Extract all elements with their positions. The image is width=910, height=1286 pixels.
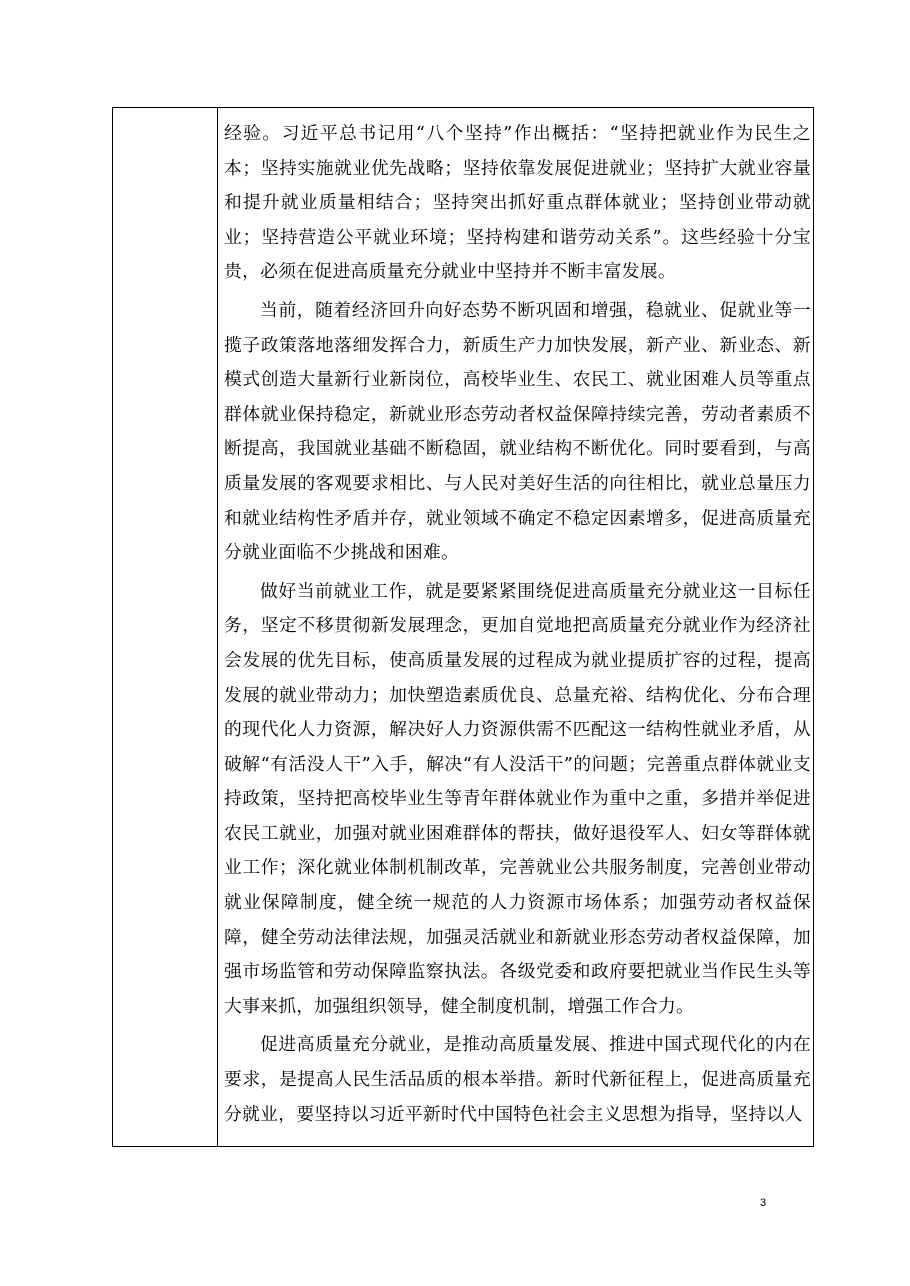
paragraph-full-employment: 促进高质量充分就业，是推动高质量发展、推进中国式现代化的内在要求，是提高人民生活品质的根本举措。新时代新征程上，促进高质量充分就业，要坚持以习近平新时代中国特色社会主义思想为指导，坚持以人 — [224, 1034, 811, 1125]
paragraph-continuation: 经验。习近平总书记用“八个坚持”作出概括：“坚持把就业作为民生之本；坚持实施就业优先战略；坚持依靠发展促进就业；坚持扩大就业容量和提升就业质量相结合；坚持突出抓好重点群体就业；坚持创业带动就业；坚持营造公平就业环境；坚持构建和谐劳动关系”。这些经验十分宝贵，必须在促进高质量充分就业中坚持并不断丰富发展。 — [224, 123, 811, 283]
table-left-column — [113, 108, 218, 1146]
page-number: 3 — [760, 1197, 767, 1209]
paragraph-current-situation: 当前，随着经济回升向好态势不断巩固和增强，稳就业、促就业等一揽子政策落地落细发挥合力，新质生产力加快发展，新产业、新业态、新模式创造大量新行业新岗位，高校毕业生、农民工、就业困难人员等重点群体就业保持稳定，新就业形态劳动者权益保障持续完善，劳动者素质不断提高，我国就业基础不断稳固，就业结构不断优化。同时要看到，与高质量发展的客观要求相比、与人民对美好生活的向往相比，就业总量压力和就业结构性矛盾并存，就业领域不确定不稳定因素增多，促进高质量充分就业面临不少挑战和困难。 — [224, 299, 811, 564]
document-table — [112, 107, 814, 1147]
paragraph-employment-work: 做好当前就业工作，就是要紧紧围绕促进高质量充分就业这一目标任务，坚定不移贯彻新发展理念，更加自觉地把高质量充分就业作为经济社会发展的优先目标，使高质量发展的过程成为就业提质扩容的过程，提高发展的就业带动力；加快塑造素质优良、总量充裕、结构优化、分布合理的现代化人力资源，解决好人力资源供需不匹配这一结构性就业矛盾，从破解“有活没人干”入手，解决“有人没活干”的问题；完善重点群体就业支持政策，坚持把高校毕业生等青年群体就业作为重中之重，多措并举促进农民工就业，加强对就业困难群体的帮扶，做好退役军人、妇女等群体就业工作；深化就业体制机制改革，完善就业公共服务制度，完善创业带动就业保障制度，健全统一规范的人力资源市场体系；加强劳动者权益保障，健全劳动法律法规，加强灵活就业和新就业形态劳动者权益保障，加强市场监管和劳动保障监察执法。各级党委和政府要把就业当作民生头等大事来抓，加强组织领导，健全制度机制，增强工作合力。 — [224, 580, 811, 1017]
table-content-cell — [218, 108, 813, 1146]
